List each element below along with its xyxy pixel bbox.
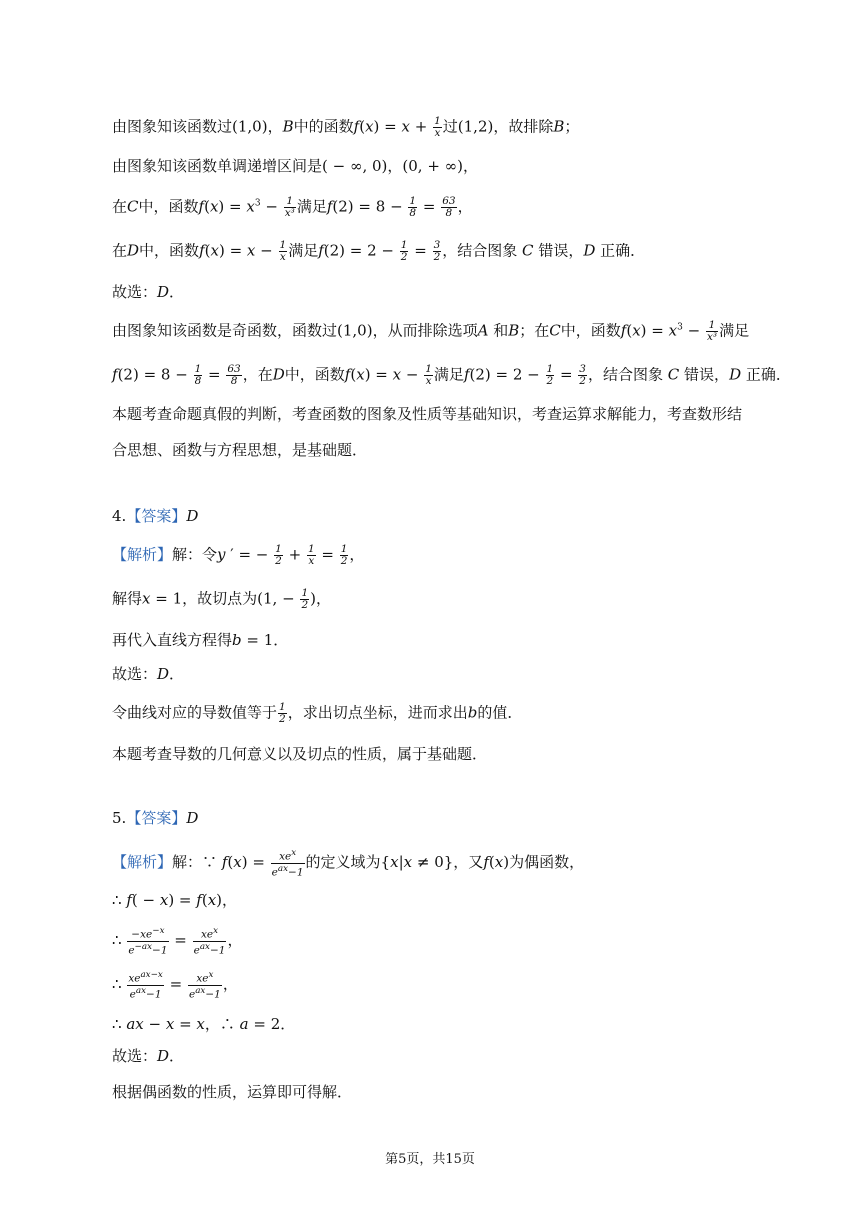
- q4-line-6: 本题考查导数的几何意义以及切点的性质，属于基础题．: [112, 745, 488, 763]
- q3-line-7: f(2) = 8 − $\frac{1}{8}$ = $\frac{63}{8}$ ，在D中，函数f(x) = x − $\frac{1}{x}$ 满足f(2) = 2 − $\frac{1}{2}$ = $\frac{3}{2}$ ，结合图象 C 错误，D 正确．: [112, 363, 791, 387]
- q3-line-6: 由图象知该函数是奇函数，函数过(1,0)，从而排除选项A 和B；在C中，函数$f(x) = x^3$ − $\frac{1}{\text{x³}}$ 满足: [112, 319, 750, 343]
- q5-answer-line: 5.【答案】D: [112, 809, 199, 827]
- q5-line-4: ∴ $\frac{xe^{ax-x}}{e^{ax}-1}$ = $\frac{xe^x}{e^{ax}-1}$ ，: [112, 970, 238, 1000]
- page-footer: 第5页，共15页: [385, 1152, 475, 1167]
- q4-line-1: 【解析】解：令y ′ = − $\frac{1}{2}$ + $\frac{1}{x}$ = $\frac{1}{2}$ ，: [112, 543, 365, 567]
- q5-line-7: 根据偶函数的性质，运算即可得解．: [112, 1083, 353, 1101]
- q3-line-3: 在C中，函数$f(x) = x^3$ − $\frac{1}{\text{x³}}$ 满足f(2) = 8 − $\frac{1}{8}$ = $\frac{63}{8}$ ，: [112, 195, 473, 219]
- q5-line-6: 故选：D．: [112, 1047, 185, 1065]
- q4-line-5: 令曲线对应的导数值等于 $\frac{1}{2}$ ，求出切点坐标，进而求出b的值．: [112, 701, 523, 725]
- q3-line-1: 由图象知该函数过(1,0)，B中的函数f(x) = x + $\frac{1}{x}$ 过(1,2)，故排除B；: [112, 115, 580, 139]
- q3-line-9: 合思想、函数与方程思想，是基础题．: [112, 441, 368, 459]
- q5-line-2: ∴ f( − x) = f(x)，: [112, 891, 238, 909]
- q4-answer-line: 4.【答案】D: [112, 507, 199, 525]
- q5-line-3: ∴ $\frac{-xe^{-x}}{e^{-ax}-1}$ = $\frac{xe^x}{e^{ax}-1}$ ，: [112, 926, 243, 956]
- q3-line-8: 本题考查命题真假的判断，考查函数的图象及性质等基础知识，考查运算求解能力，考查数形结: [112, 405, 743, 423]
- q3-line-4: 在D中，函数f(x) = x − $\frac{1}{x}$ 满足f(2) = 2 − $\frac{1}{2}$ = $\frac{3}{2}$ ，结合图象 C 错误，D 正确．: [112, 239, 646, 263]
- q4-line-3: 再代入直线方程得b = 1．: [112, 631, 289, 649]
- q5-line-5: ∴ ax − x = x，∴ a = 2．: [112, 1015, 296, 1033]
- q4-line-4: 故选：D．: [112, 665, 185, 683]
- q3-line-2: 由图象知该函数单调递增区间是( − ∞, 0)，(0, + ∞)，: [112, 157, 479, 175]
- q5-line-1: 【解析】解：∵ f(x) = $\frac{xe^x}{e^{ax}-1}$ 的定义域为{x|x ≠ 0}，又f(x)为偶函数，: [112, 848, 585, 878]
- q3-line-5: 故选：D．: [112, 283, 185, 301]
- q4-line-2: 解得x = 1，故切点为(1, − $\frac{1}{2}$ )，: [112, 587, 331, 611]
